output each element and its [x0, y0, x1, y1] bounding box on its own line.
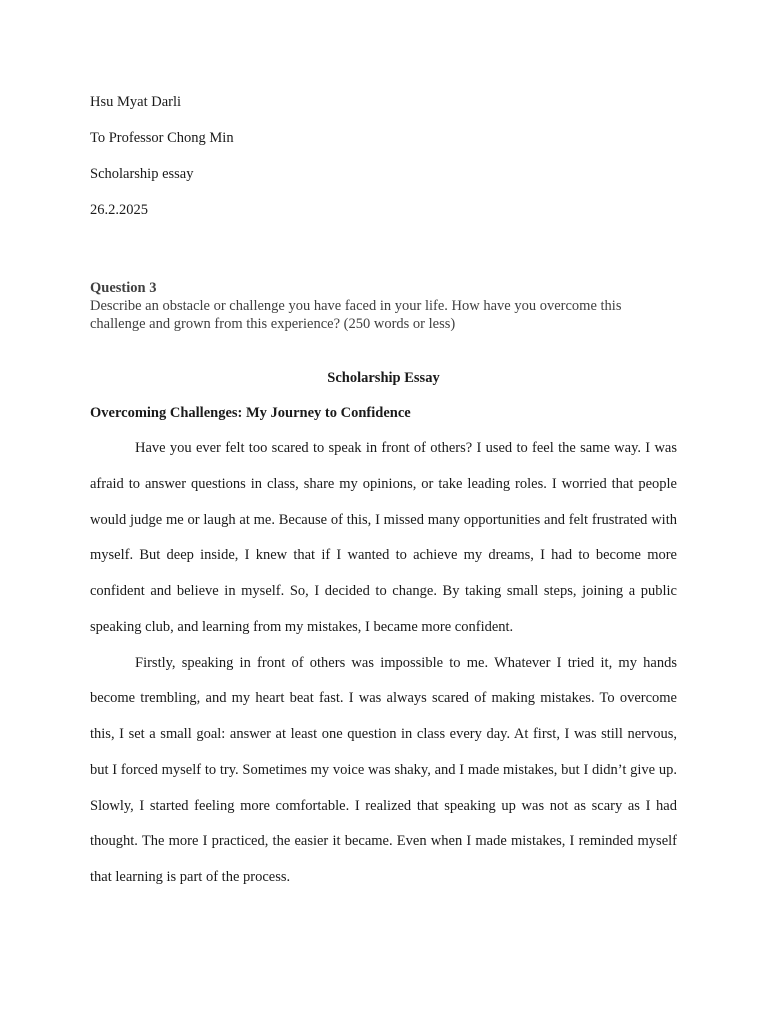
question-prompt: Describe an obstacle or challenge you have faced in your life. How have you overcome this challenge and grown from this experience? (250 words or less) [90, 298, 622, 332]
essay-paragraph: Firstly, speaking in front of others was impossible to me. Whatever I tried it, my hands become trembling, and my heart beat fast. I was always scared of making mistakes. To overcome this, I set a small goal: answer at least one question in class every day. At first, I was still nervous, but I forced myself to try. Sometimes my voice was shaky, and I made mistakes, but I didn’t give up. Slowly, I started feeling more comfortable. I realized that speaking up was not as scary as I had thought. The more I practiced, the easier it became. Even when I made mistakes, I reminded myself that learning is part of the process. [90, 654, 677, 885]
essay-body [90, 431, 677, 896]
essay-subtitle: Overcoming Challenges: My Journey to Confidence [90, 405, 411, 421]
essay-title: Scholarship Essay [327, 370, 440, 386]
document-type: Scholarship essay [90, 166, 194, 182]
question-label: Question 3 [90, 280, 157, 296]
document-date: 26.2.2025 [90, 202, 148, 218]
author-name: Hsu Myat Darli [90, 94, 182, 110]
recipient-line: To Professor Chong Min [90, 130, 234, 146]
essay-paragraph: Have you ever felt too scared to speak in front of others? I used to feel the same way. I was afraid to answer questions in class, share my opinions, or take leading roles. I worried that people would judge me or laugh at me. Because of this, I missed many opportunities and felt frustrated with myself. But deep inside, I knew that if I wanted to achieve my dreams, I had to become more confident and believe in myself. So, I decided to change. By taking small steps, joining a public speaking club, and learning from my mistakes, I became more confident. [90, 440, 677, 635]
